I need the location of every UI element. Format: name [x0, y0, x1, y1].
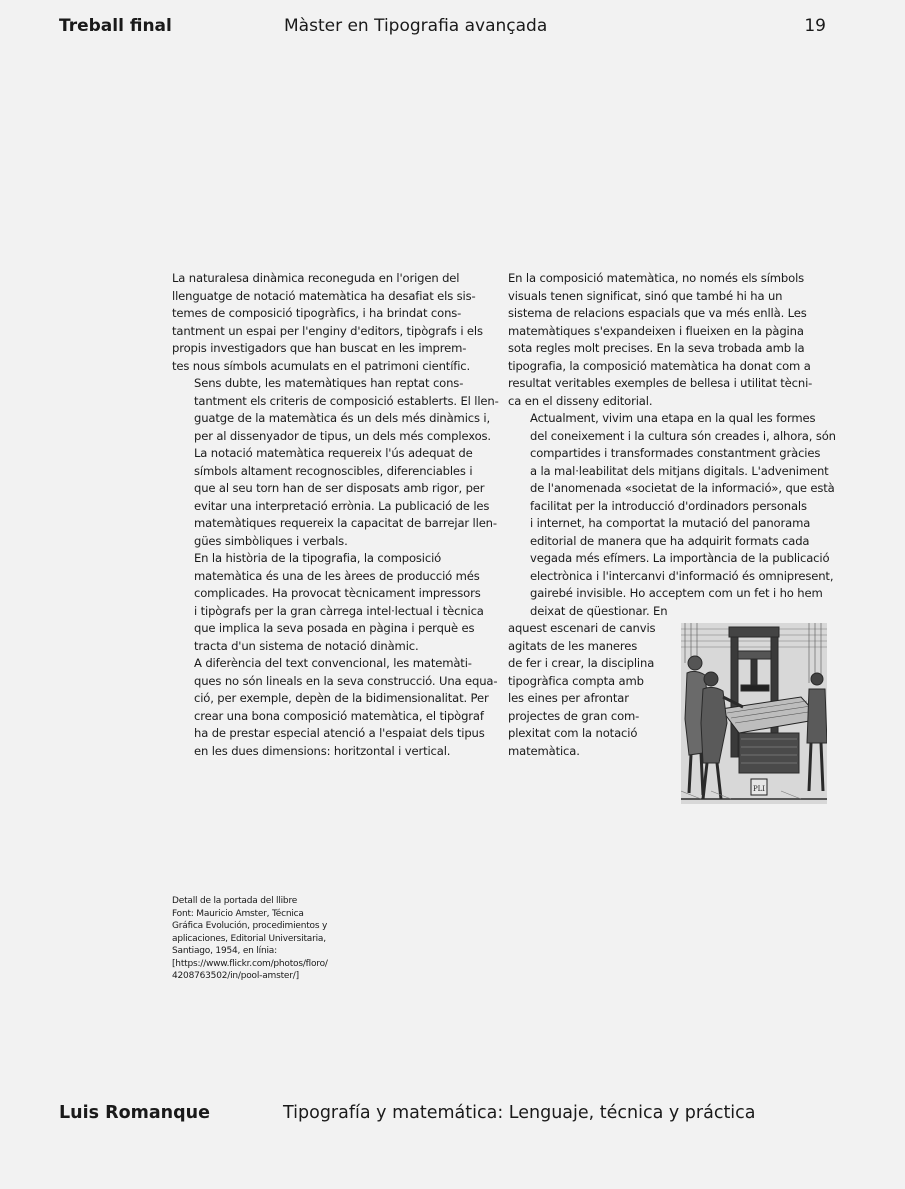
text-line: que al seu torn han de ser disposats amb rigor, per — [194, 481, 485, 495]
text-line: les eines per afrontar — [508, 691, 629, 705]
text-line: tipografia, la composició matemàtica ha donat com a — [508, 358, 811, 373]
text-line: a la mal·leabilitat dels mitjans digitals. L'adveniment — [530, 463, 829, 478]
text-line: facilitat per la introducció d'ordinadors personals — [530, 498, 807, 513]
page-number: 19 — [804, 16, 826, 36]
text-line: gües simbòliques i verbals. — [194, 533, 348, 548]
text-line: electrònica i l'intercanvi d'informació és omnipresent, — [530, 568, 834, 583]
text-line: deixat de qüestionar. En — [530, 603, 668, 618]
text-line: llenguatge de notació matemàtica ha desafiat els sis- — [172, 288, 476, 303]
text-line: per al dissenyador de tipus, un dels més complexos. — [194, 428, 491, 443]
engraving-monogram: PLI — [752, 785, 766, 793]
text-line: matemàtica és una de les àrees de producció més — [194, 568, 480, 583]
text-line: tantment un espai per l'enginy d'editors, tipògrafs i els — [172, 323, 483, 338]
text-line: de fer i crear, la disciplina — [508, 656, 655, 670]
text-line: propis investigadors que han buscat en les imprem- — [172, 341, 467, 355]
text-line: evitar una interpretació errònia. La publicació de les — [194, 498, 490, 513]
text-line: resultat veritables exemples de bellesa i utilitat tècni- — [508, 376, 813, 390]
text-line: projectes de gran com- — [508, 708, 640, 723]
footer-author: Luis Romanque — [59, 1103, 210, 1123]
paragraph — [508, 620, 668, 760]
text-line: símbols altament recognoscibles, diferenciables i — [194, 463, 473, 478]
caption-line: [https://www.flickr.com/photos/floro/ — [172, 958, 328, 969]
text-wrap-around-image — [508, 620, 668, 760]
text-column-right-body — [508, 270, 836, 620]
caption-line: Detall de la portada del llibre — [172, 896, 298, 906]
text-line: tipogràfica compta amb — [508, 673, 644, 688]
text-line: ca en el disseny editorial. — [508, 393, 653, 408]
image-caption — [172, 895, 347, 983]
paragraph — [172, 550, 492, 655]
text-line: que implica la seva posada en pàgina i perquè es — [194, 621, 475, 635]
text-line: del coneixement i la cultura són creades i, alhora, són — [530, 428, 836, 443]
printing-press-engraving — [681, 623, 827, 804]
text-line: La notació matemàtica requereix l'ús adequat de — [194, 446, 473, 460]
text-line: agitats de les maneres — [508, 638, 638, 653]
text-line: matemàtiques s'expandeixen i flueixen en la pàgina — [508, 323, 804, 338]
header-subtitle: Màster en Tipografia avançada — [284, 16, 548, 36]
text-line: editorial de manera que ha adquirit formats cada — [530, 533, 810, 548]
text-line: de l'anomenada «societat de la informació», que està — [530, 481, 835, 495]
text-line: aquest escenari de canvis — [508, 621, 656, 635]
text-line: complicades. Ha provocat tècnicament impressors — [194, 586, 481, 600]
footer-title: Tipografía y matemática: Lenguaje, técnica y práctica — [283, 1103, 756, 1123]
text-line: sistema de relacions espacials que va més enllà. Les — [508, 306, 807, 320]
text-line: Actualment, vivim una etapa en la qual les formes — [530, 411, 816, 425]
text-line: sota regles molt precises. En la seva trobada amb la — [508, 341, 805, 355]
header-title: Treball final — [59, 16, 172, 36]
caption-line: 4208763502/in/pool-amster/] — [172, 971, 299, 981]
text-line: Sens dubte, les matemàtiques han reptat cons- — [194, 376, 464, 390]
text-line: en les dues dimensions: horitzontal i vertical. — [194, 743, 451, 758]
text-line: matemàtica. — [508, 743, 580, 758]
text-line: compartides i transformades constantment gràcies — [530, 446, 821, 460]
caption-line: Santiago, 1954, en línia: — [172, 946, 277, 956]
caption-line: Gráfica Evolución, procedimientos y — [172, 921, 328, 931]
text-line: En la història de la tipografia, la composició — [194, 551, 442, 565]
text-line: ció, per exemple, depèn de la bidimensionalitat. Per — [194, 691, 489, 705]
text-line: tantment els criteris de composició establerts. El llen- — [194, 393, 499, 408]
paragraph — [172, 270, 492, 375]
caption-line: Font: Mauricio Amster, Técnica — [172, 908, 304, 919]
text-line: vegada més efímers. La importància de la publicació — [530, 551, 830, 565]
text-line: La naturalesa dinàmica reconeguda en l'origen del — [172, 271, 460, 285]
caption-line: aplicaciones, Editorial Universitaria, — [172, 933, 326, 944]
text-line: plexitat com la notació — [508, 726, 638, 740]
paragraph — [508, 270, 826, 410]
paragraph — [172, 375, 499, 550]
text-line: i internet, ha comportat la mutació del panorama — [530, 516, 811, 530]
text-line: tracta d'un sistema de notació dinàmic. — [194, 638, 419, 653]
text-line: ques no són lineals en la seva construcció. Una equa- — [194, 673, 498, 688]
text-line: ha de prestar especial atenció a l'espaiat dels tipus — [194, 726, 485, 740]
paragraph — [172, 655, 498, 760]
text-line: matemàtiques requereix la capacitat de barrejar llen- — [194, 516, 497, 530]
text-line: guatge de la matemàtica és un dels més dinàmics i, — [194, 411, 491, 425]
text-line: tes nous símbols acumulats en el patrimoni científic. — [172, 358, 471, 373]
text-line: A diferència del text convencional, les matemàti- — [194, 656, 472, 670]
text-line: crear una bona composició matemàtica, el tipògraf — [194, 708, 484, 723]
paragraph — [508, 410, 836, 620]
text-line: visuals tenen significat, sinó que també hi ha un — [508, 288, 783, 303]
text-line: gairebé invisible. Ho acceptem com un fet i ho hem — [530, 586, 823, 600]
text-line: En la composició matemàtica, no només els símbols — [508, 271, 805, 285]
text-line: i tipògrafs per la gran càrrega intel·lectual i tècnica — [194, 603, 484, 618]
text-column-left — [172, 270, 499, 760]
text-line: temes de composició tipogràfics, i ha brindat cons- — [172, 306, 462, 320]
